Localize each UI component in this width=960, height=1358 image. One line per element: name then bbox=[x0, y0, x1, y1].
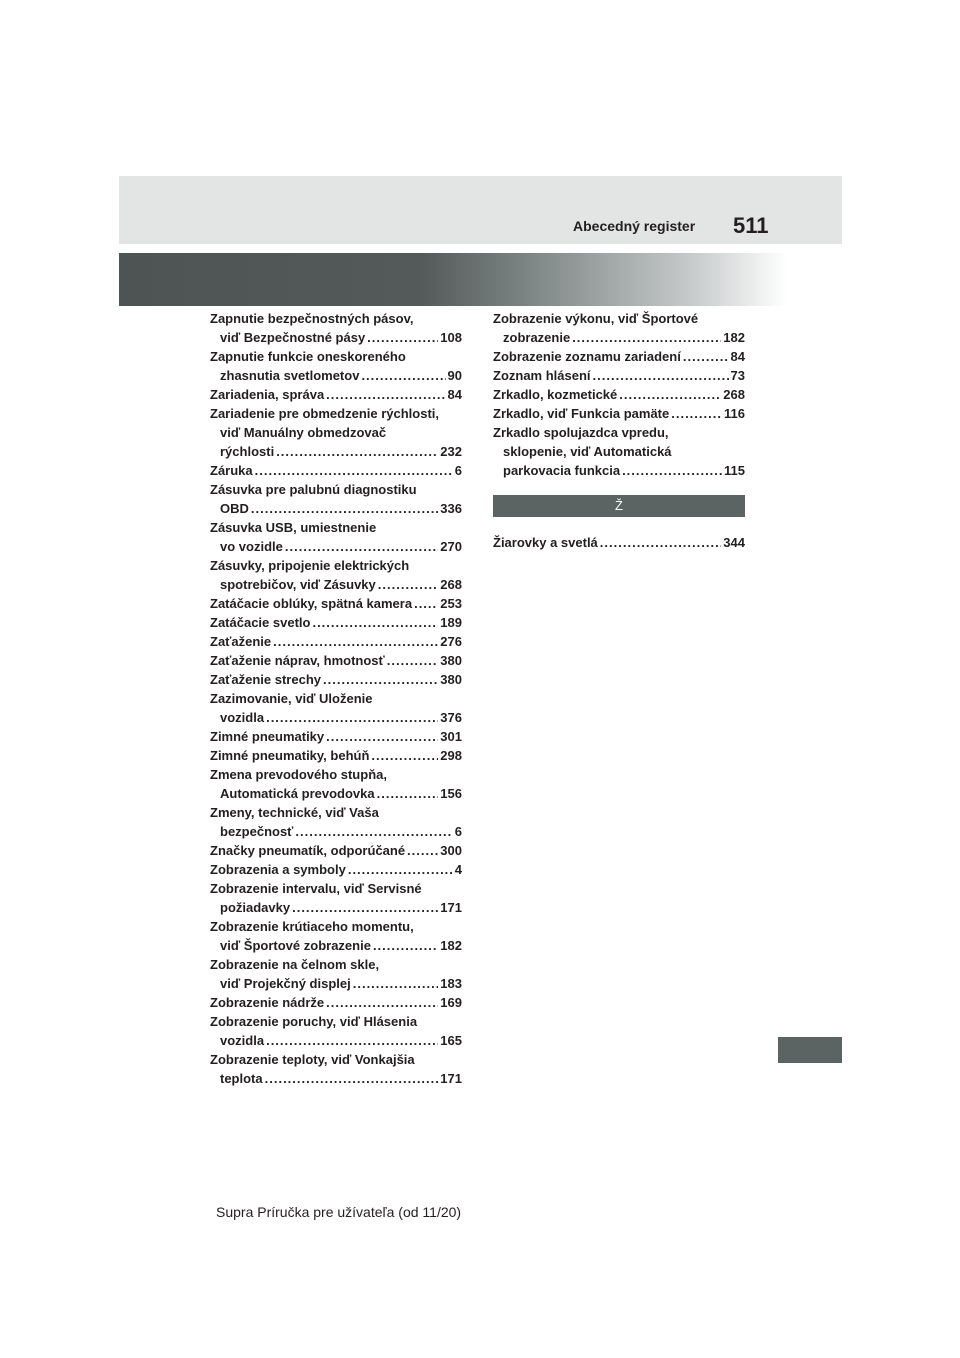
index-entry-text: Zmeny, technické, viď Vaša bbox=[210, 805, 379, 820]
index-entry-text: parkovacia funkcia bbox=[503, 463, 621, 478]
index-entry bbox=[493, 423, 745, 480]
index-entry bbox=[210, 841, 462, 860]
index-entry bbox=[210, 670, 462, 689]
index-entry-line bbox=[210, 442, 462, 461]
index-entry-text: Zobrazenie na čelnom skle, bbox=[210, 957, 380, 972]
leader-dots bbox=[273, 632, 438, 651]
leader-dots bbox=[683, 347, 729, 366]
leader-dots bbox=[361, 366, 445, 385]
index-entry bbox=[210, 385, 462, 404]
index-entry-text: Zoznam hlásení bbox=[493, 368, 591, 383]
index-entry-text: bezpečnosť bbox=[220, 824, 294, 839]
index-entry-page: 380 bbox=[440, 653, 462, 668]
index-entry-text: Zatáčacie oblúky, spätná kamera bbox=[210, 596, 413, 611]
leader-dots bbox=[407, 841, 438, 860]
index-entry-text: Zrkadlo spolujazdca vpredu, bbox=[493, 425, 669, 440]
letter-section-header: Ž bbox=[493, 495, 745, 517]
index-entry-line bbox=[210, 518, 462, 537]
index-entry-line bbox=[210, 1012, 462, 1031]
index-entry-text: Zimné pneumatiky bbox=[210, 729, 325, 744]
index-entry-page: 380 bbox=[440, 672, 462, 687]
index-entry-text: Zariadenia, správa bbox=[210, 387, 325, 402]
index-entry bbox=[210, 518, 462, 556]
index-entry-text: zhasnutia svetlometov bbox=[220, 368, 360, 383]
index-entry-line bbox=[210, 955, 462, 974]
index-entry-text: Zásuvka pre palubnú diagnostiku bbox=[210, 482, 417, 497]
index-entry-line bbox=[210, 746, 462, 765]
index-entry bbox=[210, 480, 462, 518]
index-entry-line bbox=[210, 480, 462, 499]
leader-dots bbox=[348, 860, 453, 879]
index-entry-page: 268 bbox=[723, 387, 745, 402]
leader-dots bbox=[378, 575, 439, 594]
index-entry-line bbox=[210, 765, 462, 784]
index-entry bbox=[493, 385, 745, 404]
index-entry bbox=[210, 879, 462, 917]
leader-dots bbox=[373, 936, 438, 955]
section-title: Abecedný register bbox=[573, 218, 696, 234]
leader-dots bbox=[251, 499, 438, 518]
index-entry-text: viď Projekčný displej bbox=[220, 976, 351, 991]
leader-dots bbox=[377, 784, 439, 803]
index-entry bbox=[210, 727, 462, 746]
index-entry-text: viď Bezpečnostné pásy bbox=[220, 330, 366, 345]
index-entry-text: vozidla bbox=[220, 1033, 265, 1048]
index-entry-line bbox=[210, 670, 462, 689]
index-entry-text: Zatáčacie svetlo bbox=[210, 615, 311, 630]
leader-dots bbox=[572, 328, 721, 347]
index-entry bbox=[493, 366, 745, 385]
index-entry-line bbox=[210, 461, 462, 480]
index-entry bbox=[210, 1050, 462, 1088]
index-entry-line bbox=[210, 613, 462, 632]
index-entry-page: 182 bbox=[440, 938, 462, 953]
index-column-left bbox=[210, 309, 462, 1088]
index-entry-line bbox=[210, 727, 462, 746]
index-entry-text: Záruka bbox=[210, 463, 253, 478]
index-entry-page: 276 bbox=[440, 634, 462, 649]
index-entry-page: 189 bbox=[440, 615, 462, 630]
index-entry-page: 182 bbox=[723, 330, 745, 345]
index-entry-text: Značky pneumatík, odporúčané bbox=[210, 843, 406, 858]
index-entry-line bbox=[493, 423, 745, 442]
index-entry-text: teplota bbox=[220, 1071, 263, 1086]
leader-dots bbox=[593, 366, 729, 385]
index-entry-line bbox=[210, 594, 462, 613]
index-entry-text: Žiarovky a svetlá bbox=[493, 535, 598, 550]
index-entry bbox=[210, 993, 462, 1012]
index-entry bbox=[210, 1012, 462, 1050]
index-entry-text: Automatická prevodovka bbox=[220, 786, 375, 801]
index-entry bbox=[210, 860, 462, 879]
index-entry-text: vozidla bbox=[220, 710, 265, 725]
index-entry-line bbox=[210, 898, 462, 917]
index-entry-text: rýchlosti bbox=[220, 444, 275, 459]
index-entry-line bbox=[210, 1069, 462, 1088]
index-entry-line bbox=[210, 689, 462, 708]
index-entry-text: Zobrazenie poruchy, viď Hlásenia bbox=[210, 1014, 418, 1029]
index-entry bbox=[210, 404, 462, 461]
index-entry bbox=[210, 803, 462, 841]
index-entry bbox=[493, 404, 745, 423]
index-entry-line bbox=[210, 651, 462, 670]
index-entry-text: Zásuvky, pripojenie elektrických bbox=[210, 558, 410, 573]
index-entry-page: 301 bbox=[440, 729, 462, 744]
index-entry-page: 108 bbox=[440, 330, 462, 345]
index-entry-line bbox=[210, 309, 462, 328]
index-entry-page: 344 bbox=[723, 535, 745, 550]
index-entry-line bbox=[210, 575, 462, 594]
leader-dots bbox=[387, 651, 439, 670]
index-entry-line bbox=[210, 347, 462, 366]
index-entry-text: Zaťaženie náprav, hmotnosť bbox=[210, 653, 385, 668]
index-entry-text: Zobrazenia a symboly bbox=[210, 862, 346, 877]
index-column-right bbox=[493, 309, 745, 552]
index-entry-page: 171 bbox=[440, 900, 462, 915]
index-entry-page: 6 bbox=[454, 824, 462, 839]
leader-dots bbox=[295, 822, 452, 841]
index-entry-text: Zapnutie funkcie oneskoreného bbox=[210, 349, 406, 364]
index-entry-page: 165 bbox=[440, 1033, 462, 1048]
index-entry-page: 253 bbox=[440, 596, 462, 611]
index-entry-text: Zaťaženie strechy bbox=[210, 672, 322, 687]
index-entry-text: Zobrazenie zoznamu zariadení bbox=[493, 349, 681, 364]
leader-dots bbox=[266, 1031, 438, 1050]
leader-dots bbox=[285, 537, 438, 556]
index-entry-line bbox=[210, 860, 462, 879]
index-entry-text: zobrazenie bbox=[503, 330, 571, 345]
footer-text: Supra Príručka pre užívateľa (od 11/20) bbox=[216, 1204, 462, 1220]
index-entry-line bbox=[493, 309, 745, 328]
header-gradient-bar bbox=[119, 253, 787, 306]
letter-section-entries bbox=[493, 533, 745, 552]
leader-dots bbox=[353, 974, 439, 993]
index-entry bbox=[210, 651, 462, 670]
leader-dots bbox=[622, 461, 722, 480]
index-entry-page: 115 bbox=[724, 463, 745, 478]
index-entry-line bbox=[210, 993, 462, 1012]
index-entry-line bbox=[210, 822, 462, 841]
index-entry-page: 268 bbox=[440, 577, 462, 592]
leader-dots bbox=[276, 442, 438, 461]
index-entry-page: 232 bbox=[440, 444, 462, 459]
index-entry-page: 4 bbox=[454, 862, 462, 877]
index-entry-text: viď Manuálny obmedzovač bbox=[220, 425, 387, 440]
index-entry-text: Zariadenie pre obmedzenie rýchlosti, bbox=[210, 406, 440, 421]
page-number: 511 bbox=[733, 213, 769, 238]
index-entry bbox=[493, 533, 745, 552]
index-entry-line bbox=[493, 366, 745, 385]
leader-dots bbox=[323, 670, 438, 689]
index-entry-page: 84 bbox=[447, 387, 462, 402]
chapter-side-tab bbox=[778, 1037, 842, 1063]
index-entry bbox=[493, 309, 745, 347]
index-entry-text: Zimné pneumatiky, behúň bbox=[210, 748, 370, 763]
index-entry-text: OBD bbox=[220, 501, 249, 516]
index-entry-line bbox=[493, 404, 745, 423]
index-entry-page: 6 bbox=[454, 463, 462, 478]
index-entry-text: vo vozidle bbox=[220, 539, 283, 554]
leader-dots bbox=[414, 594, 438, 613]
index-entry-page: 90 bbox=[447, 368, 462, 383]
index-entry-line bbox=[210, 917, 462, 936]
index-entry bbox=[210, 746, 462, 765]
index-entry-line bbox=[493, 533, 745, 552]
leader-dots bbox=[619, 385, 721, 404]
index-entry bbox=[210, 689, 462, 727]
index-entry-page: 270 bbox=[440, 539, 462, 554]
index-entry-text: Zrkadlo, kozmetické bbox=[493, 387, 618, 402]
index-entry-line bbox=[210, 366, 462, 385]
index-entry-line bbox=[210, 499, 462, 518]
index-entry-page: 84 bbox=[730, 349, 745, 364]
index-entries-right bbox=[493, 309, 745, 480]
index-entry-line bbox=[210, 803, 462, 822]
index-entry-line bbox=[210, 879, 462, 898]
index-entry bbox=[493, 347, 745, 366]
index-entry-page: 300 bbox=[440, 843, 462, 858]
index-entry-line bbox=[210, 632, 462, 651]
index-entry-page: 298 bbox=[440, 748, 462, 763]
index-entry-text: Zrkadlo, viď Funkcia pamäte bbox=[493, 406, 670, 421]
leader-dots bbox=[255, 461, 453, 480]
leader-dots bbox=[367, 328, 438, 347]
index-entry-page: 169 bbox=[440, 995, 462, 1010]
index-entry bbox=[210, 309, 462, 347]
index-entry-page: 73 bbox=[730, 368, 745, 383]
index-entry-line bbox=[210, 784, 462, 803]
index-entry bbox=[210, 594, 462, 613]
leader-dots bbox=[600, 533, 722, 552]
index-entry-page: 376 bbox=[440, 710, 462, 725]
index-entry bbox=[210, 347, 462, 385]
index-entry-page: 156 bbox=[440, 786, 462, 801]
index-entry-line bbox=[493, 347, 745, 366]
index-entry-line bbox=[210, 936, 462, 955]
index-entry-line bbox=[210, 556, 462, 575]
leader-dots bbox=[671, 404, 722, 423]
index-entry-text: Zásuvka USB, umiestnenie bbox=[210, 520, 377, 535]
leader-dots bbox=[292, 898, 438, 917]
index-entry-page: 183 bbox=[440, 976, 462, 991]
index-entry-line bbox=[210, 423, 462, 442]
index-entry-line bbox=[210, 1031, 462, 1050]
index-entry-line bbox=[493, 461, 745, 480]
index-entry-text: Zapnutie bezpečnostných pásov, bbox=[210, 311, 414, 326]
index-entry-text: Zobrazenie nádrže bbox=[210, 995, 325, 1010]
index-entry-page: 171 bbox=[440, 1071, 462, 1086]
index-entry-line bbox=[210, 537, 462, 556]
index-entry-line bbox=[210, 328, 462, 347]
leader-dots bbox=[371, 746, 438, 765]
index-entry-text: Zaťaženie bbox=[210, 634, 272, 649]
index-entry-line bbox=[210, 708, 462, 727]
index-entry bbox=[210, 955, 462, 993]
index-entry-line bbox=[210, 841, 462, 860]
index-entry-text: Zobrazenie krútiaceho momentu, bbox=[210, 919, 414, 934]
index-entry-page: 116 bbox=[724, 406, 745, 421]
index-entry-line bbox=[493, 328, 745, 347]
index-entry-text: Zobrazenie intervalu, viď Servisné bbox=[210, 881, 422, 896]
leader-dots bbox=[266, 708, 438, 727]
index-entry-text: Zazimovanie, viď Uloženie bbox=[210, 691, 373, 706]
leader-dots bbox=[265, 1069, 439, 1088]
leader-dots bbox=[326, 385, 445, 404]
index-entry bbox=[210, 613, 462, 632]
index-entry-line bbox=[210, 385, 462, 404]
index-entry-text: Zobrazenie teploty, viď Vonkajšia bbox=[210, 1052, 415, 1067]
index-entry-line bbox=[210, 974, 462, 993]
index-entry-page: 336 bbox=[440, 501, 462, 516]
index-entry-text: viď Športové zobrazenie bbox=[220, 938, 371, 953]
index-entry bbox=[210, 765, 462, 803]
index-entry-text: Zobrazenie výkonu, viď Športové bbox=[493, 311, 699, 326]
index-entry-line bbox=[493, 385, 745, 404]
index-entry bbox=[210, 556, 462, 594]
index-entry-text: požiadavky bbox=[220, 900, 291, 915]
index-entry-line bbox=[493, 442, 745, 461]
index-entry-text: sklopenie, viď Automatická bbox=[503, 444, 672, 459]
leader-dots bbox=[326, 727, 438, 746]
leader-dots bbox=[312, 613, 438, 632]
index-entry bbox=[210, 461, 462, 480]
index-entry bbox=[210, 632, 462, 651]
index-entry-text: spotrebičov, viď Zásuvky bbox=[220, 577, 376, 592]
leader-dots bbox=[326, 993, 438, 1012]
index-entry-line bbox=[210, 1050, 462, 1069]
index-entry-line bbox=[210, 404, 462, 423]
index-entry-text: Zmena prevodového stupňa, bbox=[210, 767, 387, 782]
index-entry bbox=[210, 917, 462, 955]
